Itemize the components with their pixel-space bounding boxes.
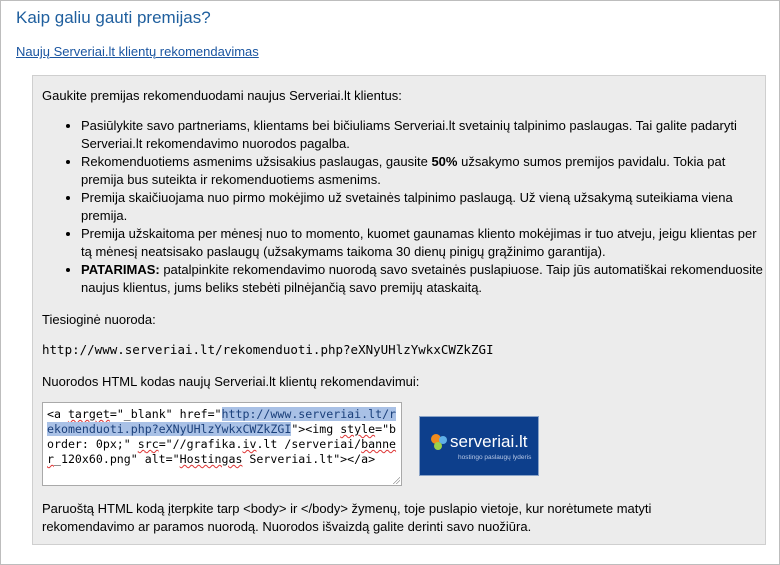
banner-brand: serveriai.lt xyxy=(450,432,528,451)
direct-link-url[interactable]: http://www.serveriai.lt/rekomenduoti.php?eXNyUHlzYwkxCWZkZGI xyxy=(42,342,494,357)
resize-grip-icon[interactable] xyxy=(392,476,400,484)
list-item xyxy=(81,117,771,153)
list-item-text: Pasiūlykite savo partneriams, klientams bei bičiuliams Serveriai.lt svetainių talpinimo paslaugas. Tai galite padaryti Serveriai.lt rekomendavimo nuorodos pagalba. xyxy=(81,118,737,151)
direct-link-label: Tiesioginė nuoroda: xyxy=(42,312,156,327)
referral-link[interactable]: Naujų Serveriai.lt klientų rekomendavimas xyxy=(16,44,259,59)
list-item-text: užsakymo sumos premijos pavidalu. Tokia pat premija bus suteikta ir rekomenduotiems asmenims. xyxy=(81,154,726,187)
banner-tagline: hostingo paslaugų lyderis xyxy=(458,454,532,461)
bonus-percent: 50% xyxy=(431,154,458,169)
intro-text: Gaukite premijas rekomenduodami naujus Serveriai.lt klientus: xyxy=(42,88,402,103)
banner-preview[interactable] xyxy=(419,416,539,476)
list-item-text: Premija užskaitoma per mėnesį nuo to momento, kuomet gaunamas kliento mokėjimas ir tuo atveju, jeigu klientas per tą mėnesį neatsisako paslaugų (užsakymams taikoma 30 dienų pinigų grąžinimo garantija). xyxy=(81,226,757,259)
benefits-list xyxy=(59,117,771,297)
selected-url: http://www.serveriai.lt/rekomenduoti.php?eXNyUHlzYwkxCWZkZGI xyxy=(47,407,397,436)
list-item-text: patalpinkite rekomendavimo nuorodą savo svetainės puslapiuose. Taip jūs automatiškai rekomenduosite naujus klientus, jums beliks stebėti pilnėjančią savo premijų ataskaitą. xyxy=(81,262,763,295)
list-item xyxy=(81,189,771,225)
referral-panel xyxy=(32,75,766,545)
tip-label: PATARIMAS: xyxy=(81,262,160,277)
instructions-text: Paruoštą HTML kodą įterpkite tarp <body> ir </body> žymenų, toje puslapio vietoje, kur norėtumete matyti rekomendavimo ar paramos nuorodą. Nuorodos išvaizdą galite derinti savo nuožiūra. xyxy=(42,501,652,534)
list-item xyxy=(81,261,771,297)
list-item xyxy=(81,225,771,261)
list-item-text: Premija skaičiuojama nuo pirmo mokėjimo už svetainės talpinimo paslaugą. Už vieną užsakymą suteikiama viena premija. xyxy=(81,190,733,223)
html-code-textarea[interactable]: <a target="_blank" href="http://www.serveriai.lt/rekomenduoti.php?eXNyUHlzYwkxCWZkZGI"><img style="border: 0px;" src="//grafika.iv.lt /serveriai/banner_120x60.png" alt="Hostingas Serveriai.lt"></a> xyxy=(42,402,402,486)
list-item-text: Rekomenduotiems asmenims užsisakius paslaugas, gausite xyxy=(81,154,432,169)
html-code-label: Nuorodos HTML kodas naujų Serveriai.lt klientų rekomendavimui: xyxy=(42,374,420,389)
list-item xyxy=(81,153,771,189)
logo-icon xyxy=(428,431,450,453)
page-title: Kaip galiu gauti premijas? xyxy=(16,8,211,27)
